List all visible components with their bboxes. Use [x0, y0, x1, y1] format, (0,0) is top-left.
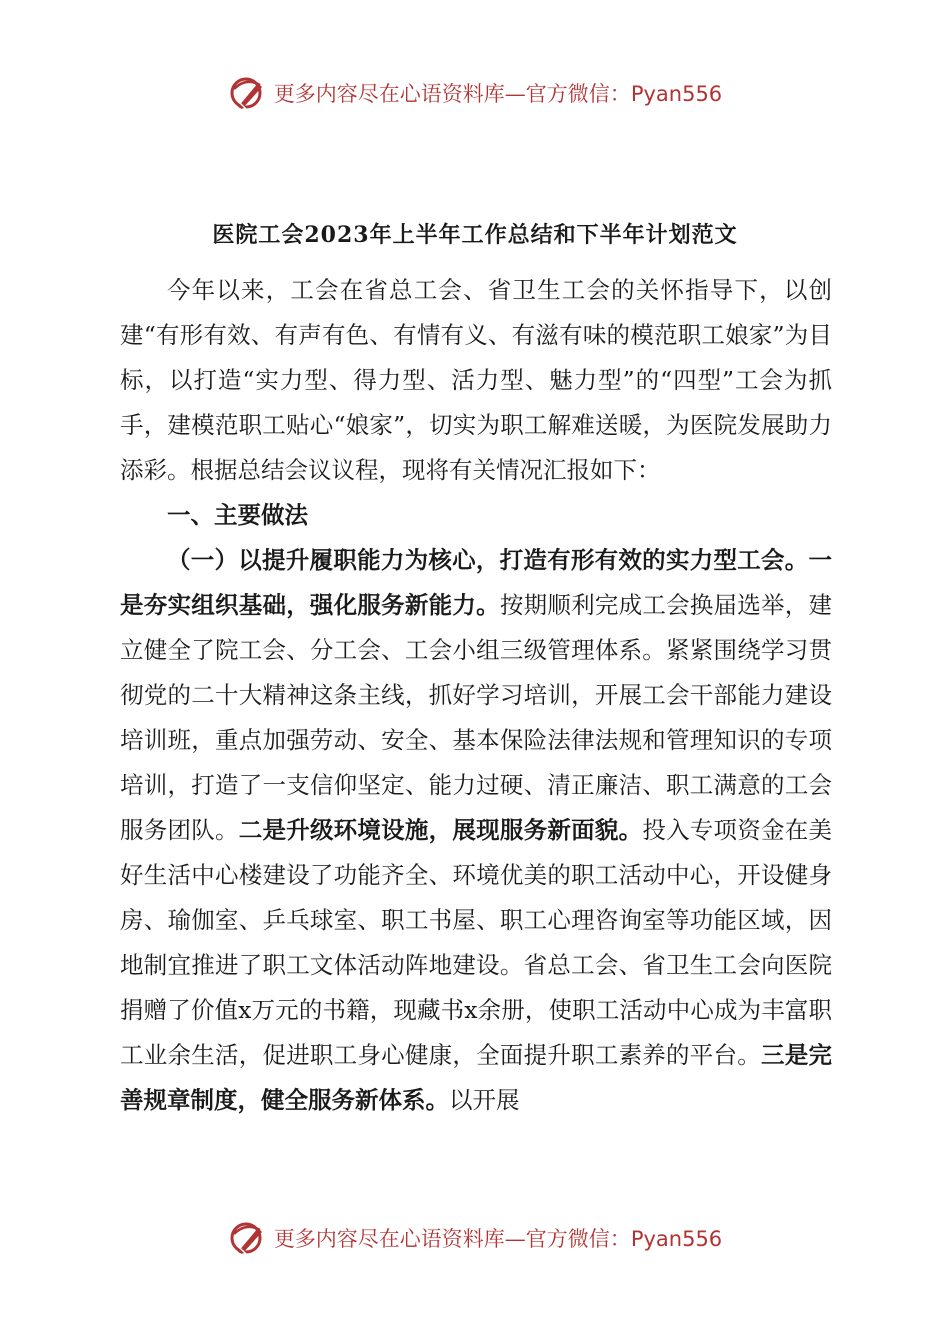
section-heading: 一、主要做法 [167, 501, 308, 529]
pen-logo-icon [228, 73, 268, 113]
pen-logo-icon [228, 1218, 268, 1258]
watermark-text-bottom: 更多内容尽在心语资料库—官方微信：Pyan556 [273, 1227, 723, 1251]
point-3-body: 以开展 [449, 1086, 520, 1114]
subsection-heading: （一）以提升履职能力为核心，打造有形有效的实力型工会。 [167, 546, 809, 574]
subsection-paragraph [120, 538, 832, 1123]
document-title: 医院工会2023年上半年工作总结和下半年计划范文 [212, 222, 738, 248]
point-3-title: 三是完善规章制度，健全服务新体系。 [120, 1041, 833, 1114]
point-2-body: 投入专项资金在美好生活中心楼建设了功能齐全、环境优美的职工活动中心，开设健身房、瑜伽室、乒乓球室、职工书屋、职工心理咨询室等功能区域，因地制宜推进了职工文体活动阵地建设。省总工会、省卫生工会向医院捐赠了价值x万元的书籍，现藏书x余册，使职工活动中心成为丰富职工业余生活，促进职工身心健康，全面提升职工素养的平台。 [120, 816, 833, 1069]
document-body [120, 268, 832, 1123]
watermark-banner-top [0, 71, 950, 115]
point-2-title: 二是升级环境设施，展现服务新面貌。 [238, 816, 643, 844]
point-1-body: 按期顺利完成工会换届选举，建立健全了院工会、分工会、工会小组三级管理体系。紧紧围绕学习贯彻党的二十大精神这条主线，抓好学习培训，开展工会干部能力建设培训班，重点加强劳动、安全、基本保险法律法规和管理知识的专项培训，打造了一支信仰坚定、能力过硬、清正廉洁、职工满意的工会服务团队。 [120, 591, 833, 844]
intro-paragraph: 今年以来，工会在省总工会、省卫生工会的关怀指导下，以创建“有形有效、有声有色、有情有义、有滋有味的模范职工娘家”为目标，以打造“实力型、得力型、活力型、魅力型”的“四型”工会为抓手，建模范职工贴心“娘家”，切实为职工解难送暖，为医院发展助力添彩。根据总结会议议程，现将有关情况汇报如下： [120, 276, 832, 484]
watermark-banner-bottom [0, 1216, 950, 1260]
point-1-title: 一是夯实组织基础，强化服务新能力。 [120, 546, 832, 619]
watermark-text-top: 更多内容尽在心语资料库—官方微信：Pyan556 [273, 82, 723, 106]
